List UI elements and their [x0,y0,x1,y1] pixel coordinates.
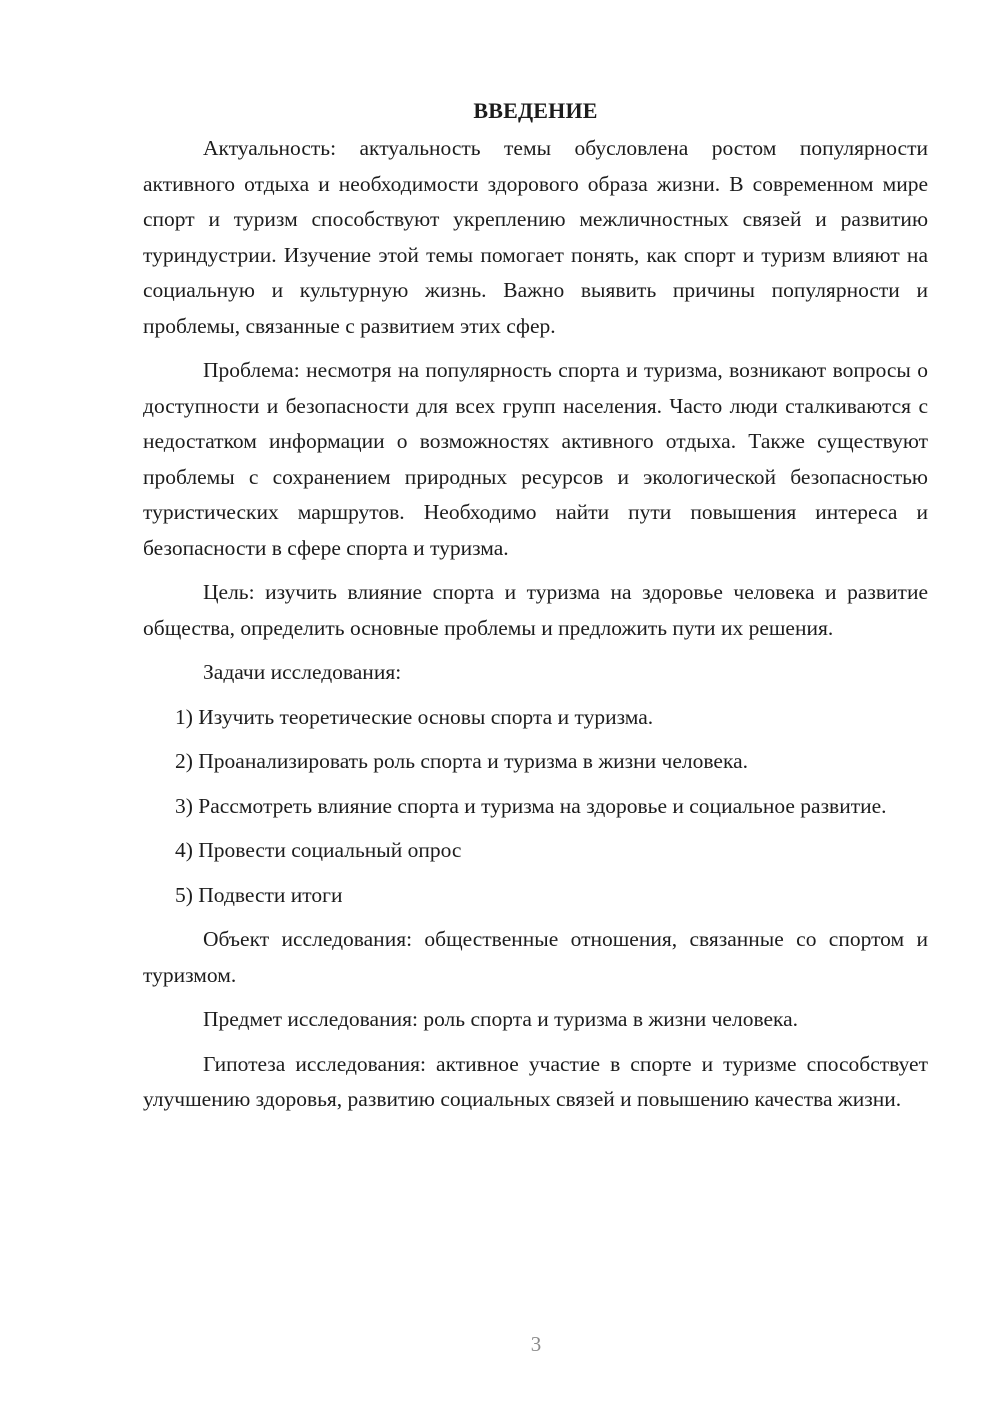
paragraph-problem: Проблема: несмотря на популярность спорта и туризма, возникают вопросы о доступности и безопасности для всех групп населения. Часто люди сталкиваются с недостатком информации о возможностях активного отдыха. Также существуют проблемы с сохранением природных ресурсов и экологической безопасностью туристических маршрутов. Необходимо найти пути повышения интереса и безопасности в сфере спорта и туризма. [143,358,928,560]
paragraph-relevance: Актуальность: актуальность темы обусловлена ростом популярности активного отдыха и необходимости здорового образа жизни. В современном мире спорт и туризм способствуют укреплению межличностных связей и развитию туриндустрии. Изучение этой темы помогает понять, как спорт и туризм влияют на социальную и культурную жизнь. Важно выявить причины популярности и проблемы, связанные с развитием этих сфер. [143,136,928,338]
task-item-1: 1) Изучить теоретические основы спорта и туризма. [175,704,654,729]
task-item-5: 5) Подвести итоги [175,882,343,907]
paragraph-hypothesis: Гипотеза исследования: активное участие в спорте и туризме способствует улучшению здоровья, развитию социальных связей и повышению качества жизни. [143,1051,928,1111]
paragraph-tasks-heading: Задачи исследования: [203,660,402,684]
task-item-2: 2) Проанализировать роль спорта и туризма в жизни человека. [175,749,748,773]
page-number: 3 [530,1332,542,1356]
paragraph-goal: Цель: изучить влияние спорта и туризма на здоровье человека и развитие общества, определить основные проблемы и предложить пути их решения. [143,580,928,640]
paragraph-object: Объект исследования: общественные отношения, связанные со спортом и туризмом. [143,927,928,987]
paragraph-subject: Предмет исследования: роль спорта и туризма в жизни человека. [203,1007,799,1031]
task-item-4: 4) Провести социальный опрос [175,838,462,862]
document-page [143,96,928,1127]
task-item-3: 3) Рассмотреть влияние спорта и туризма на здоровье и социальное развитие. [175,793,887,818]
section-title: ВВЕДЕНИЕ [473,98,598,123]
